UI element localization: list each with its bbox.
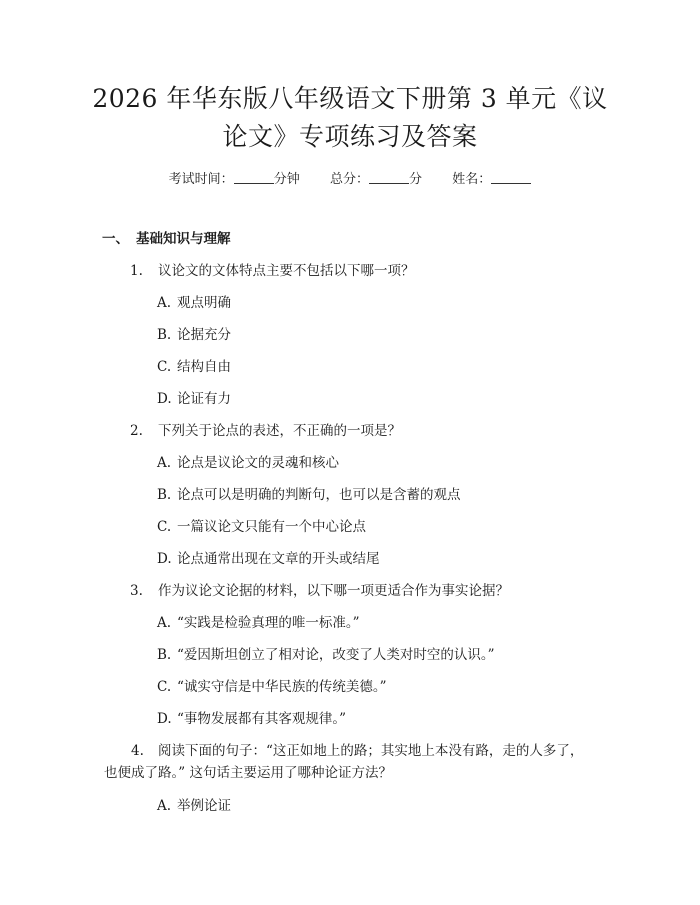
question-number: 1. <box>130 263 143 279</box>
option-text: 观点明确 <box>177 295 231 311</box>
option-text: 论证有力 <box>177 391 231 407</box>
question-number: 3. <box>130 583 143 599</box>
question-4 <box>131 742 583 760</box>
question-3 <box>130 582 509 600</box>
question-3-option-b <box>157 646 495 664</box>
question-1-option-c <box>157 358 231 376</box>
total-score-label: 总分： <box>329 172 369 187</box>
exam-info-line <box>0 170 700 189</box>
option-letter: A. <box>157 798 172 814</box>
total-score-blank <box>369 170 409 184</box>
option-letter: A. <box>157 295 172 311</box>
title-line-2: 论文》专项练习及答案 <box>222 122 478 151</box>
exam-time-unit: 分钟 <box>273 172 300 187</box>
question-1 <box>130 262 415 280</box>
exam-time-label: 考试时间： <box>168 172 234 187</box>
option-text: 论点通常出现在文章的开头或结尾 <box>177 551 380 567</box>
question-2-option-d <box>157 550 380 568</box>
question-text: 作为议论文论据的材料，以下哪一项更适合作为事实论据？ <box>158 583 509 599</box>
question-3-option-d <box>157 710 346 728</box>
option-letter: D. <box>157 551 172 567</box>
question-text: 议论文的文体特点主要不包括以下哪一项？ <box>158 263 415 279</box>
option-text: 举例论证 <box>177 798 231 814</box>
option-text: “事物发展都有其客观规律。” <box>177 711 347 727</box>
section-title: 基础知识与理解 <box>136 231 231 247</box>
question-3-option-c <box>157 678 387 696</box>
question-text: 下列关于论点的表述，不正确的一项是？ <box>158 423 401 439</box>
question-2 <box>130 422 401 440</box>
question-4-option-a <box>157 797 231 815</box>
student-name-field <box>452 170 531 189</box>
option-letter: D. <box>157 711 172 727</box>
option-letter: A. <box>157 455 172 471</box>
option-text: 结构自由 <box>177 359 231 375</box>
exam-time-field <box>169 170 300 189</box>
option-letter: A. <box>157 615 172 631</box>
option-letter: C. <box>157 359 172 375</box>
option-text: 一篇议论文只能有一个中心论点 <box>177 519 366 535</box>
question-2-option-a <box>157 454 339 472</box>
question-1-option-a <box>157 294 231 312</box>
total-score-unit: 分 <box>409 172 423 187</box>
option-text: 论点可以是明确的判断句，也可以是含蓄的观点 <box>177 487 461 503</box>
option-letter: D. <box>157 391 172 407</box>
option-text: “爱因斯坦创立了相对论，改变了人类对时空的认识。” <box>177 647 495 663</box>
section-heading <box>102 230 231 248</box>
question-1-option-d <box>157 390 231 408</box>
question-2-option-b <box>157 486 461 504</box>
question-2-option-c <box>157 518 366 536</box>
question-text-line-2: 也便成了路。” 这句话主要运用了哪种论证方法？ <box>104 765 392 781</box>
option-letter: B. <box>157 487 172 503</box>
option-text: “诚实守信是中华民族的传统美德。” <box>177 679 387 695</box>
question-number: 4. <box>131 743 144 759</box>
option-letter: C. <box>157 679 172 695</box>
question-4-continued <box>104 764 392 782</box>
option-letter: B. <box>157 647 172 663</box>
student-name-blank <box>491 170 531 184</box>
exam-time-blank <box>234 170 274 184</box>
total-score-field <box>330 170 422 189</box>
question-3-option-a <box>157 614 360 632</box>
option-text: 论据充分 <box>177 327 231 343</box>
option-letter: C. <box>157 519 172 535</box>
question-text-line-1: 阅读下面的句子：“这正如地上的路；其实地上本没有路，走的人多了， <box>158 743 584 759</box>
title-line-1: 2026 年华东版八年级语文下册第 3 单元《议 <box>92 84 608 113</box>
option-text: 论点是议论文的灵魂和核心 <box>177 455 339 471</box>
option-letter: B. <box>157 327 172 343</box>
section-number: 一、 <box>102 231 129 247</box>
question-1-option-b <box>157 326 231 344</box>
option-text: “实践是检验真理的唯一标准。” <box>177 615 360 631</box>
document-title <box>70 80 630 156</box>
question-number: 2. <box>130 423 143 439</box>
student-name-label: 姓名： <box>452 172 492 187</box>
